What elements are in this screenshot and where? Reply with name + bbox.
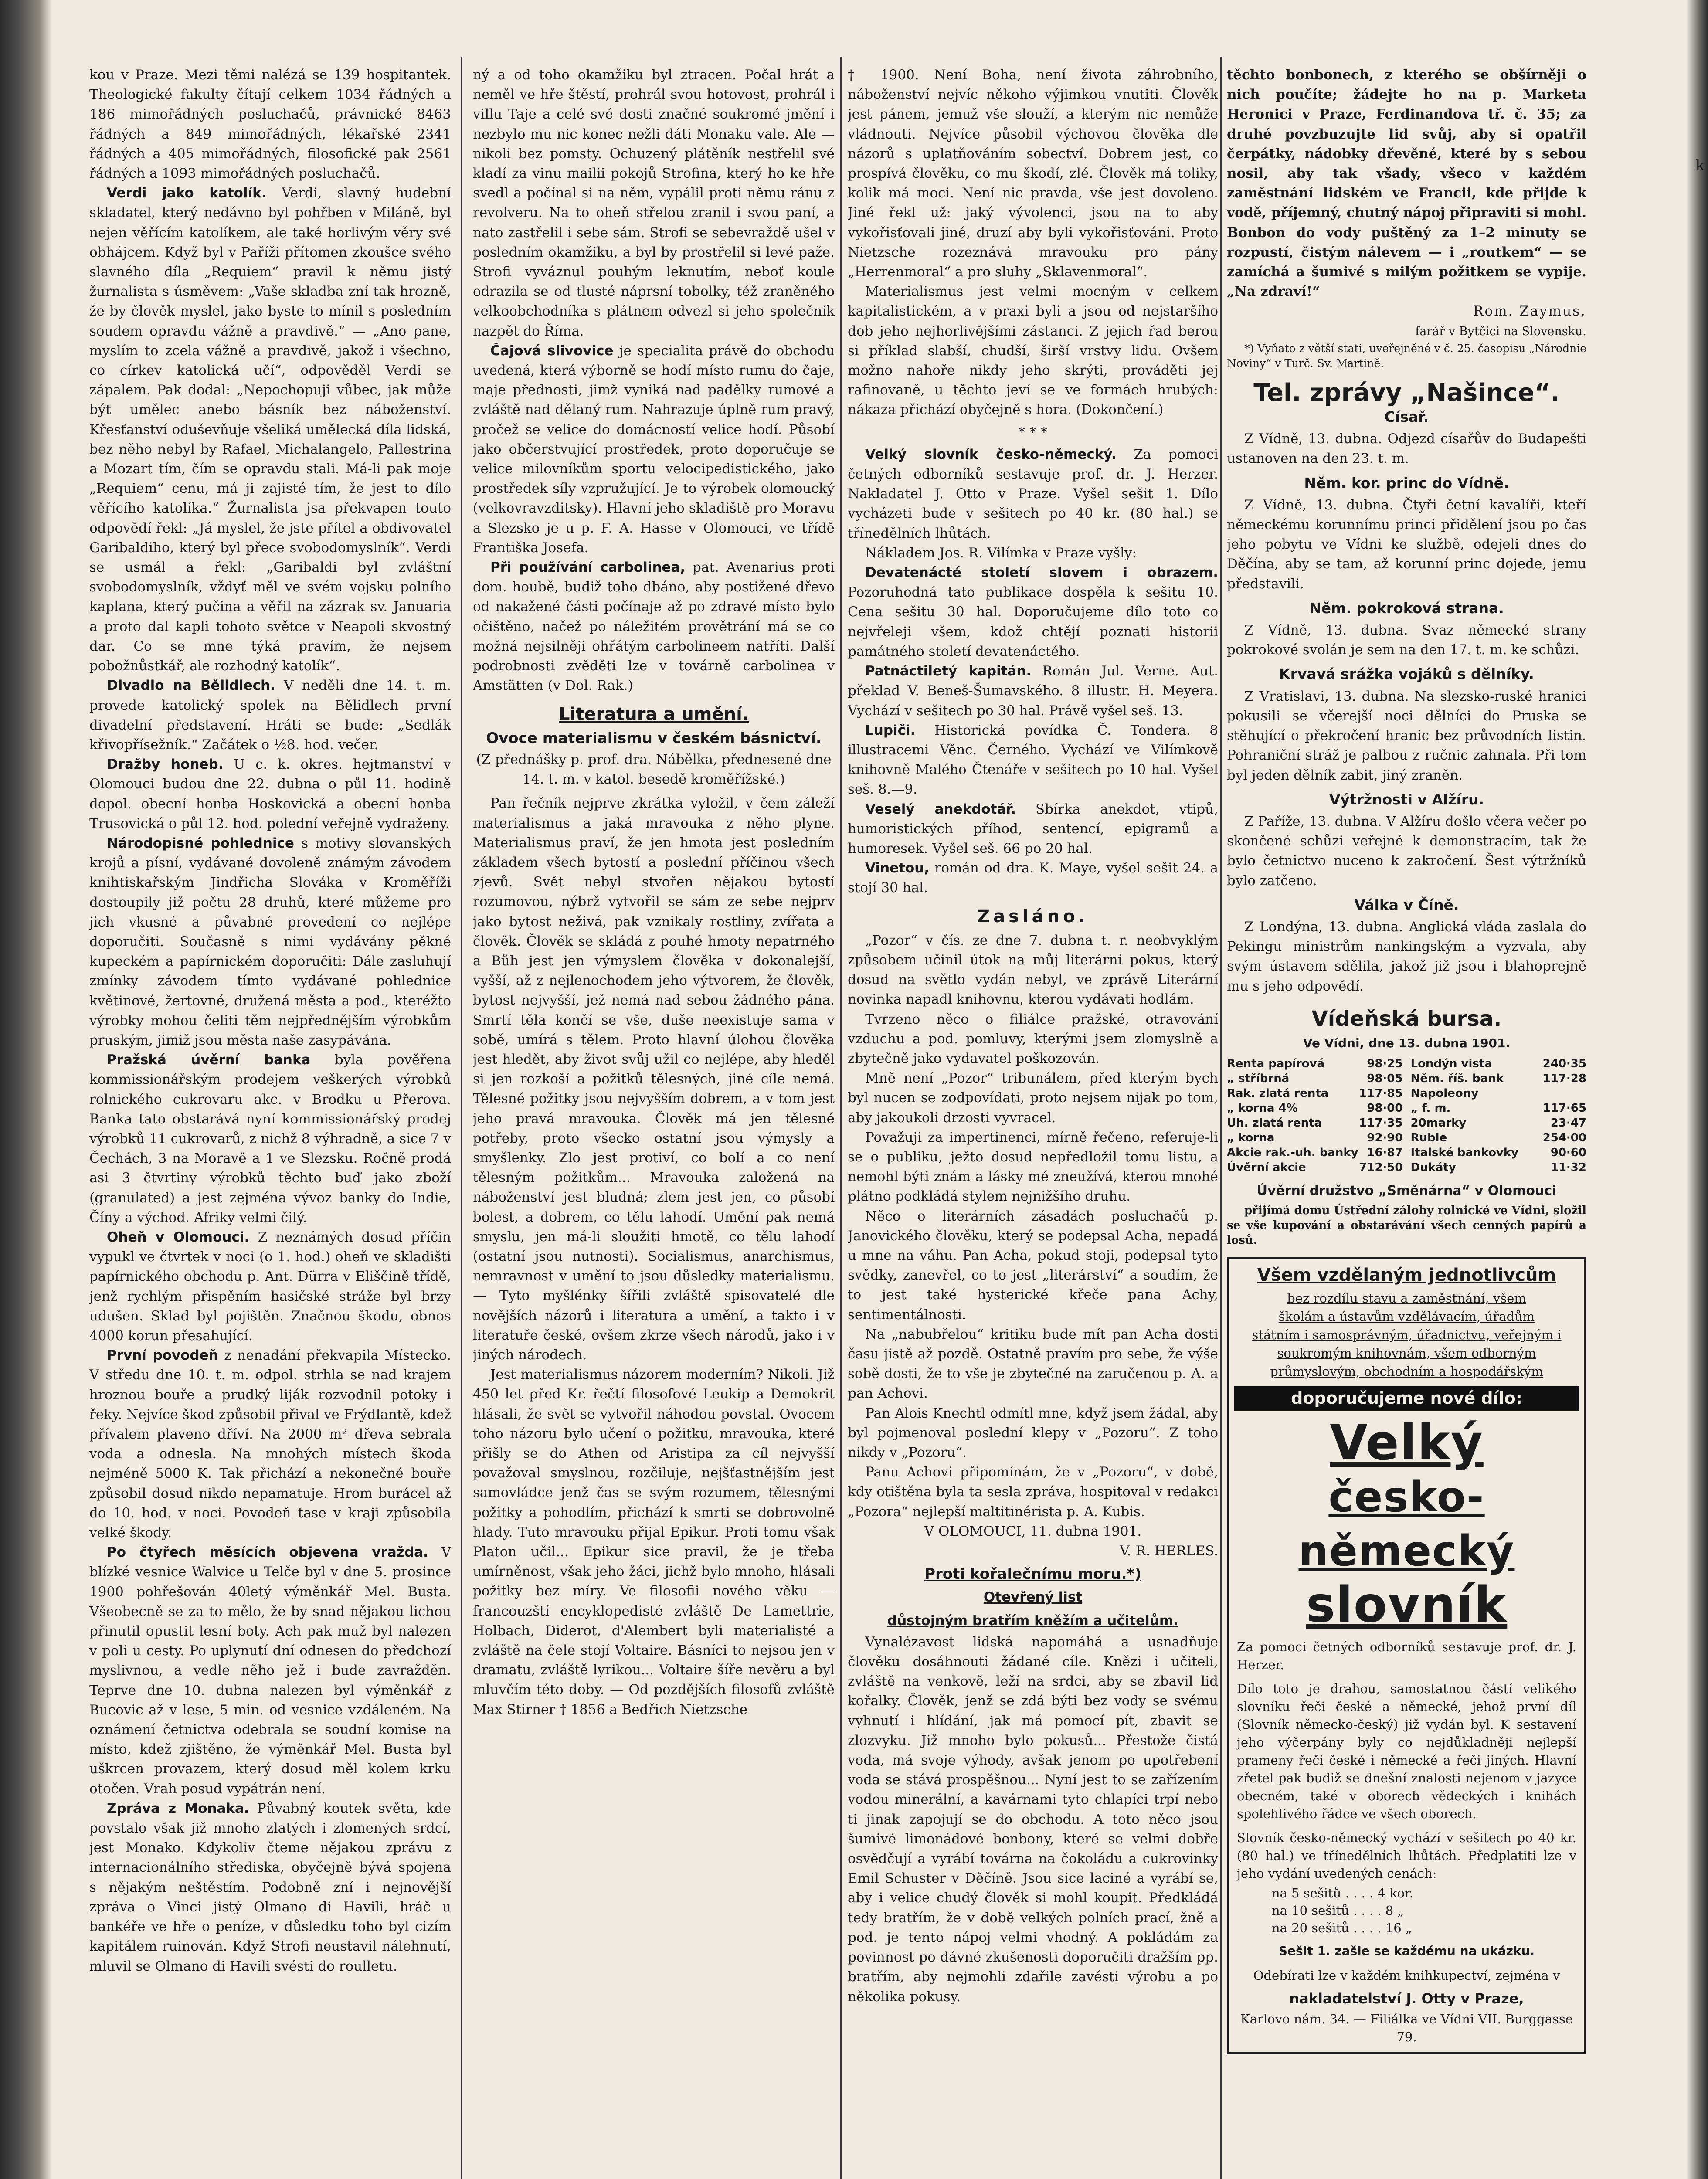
bourse-row: Úvěrní akcie 712·50 bbox=[1227, 1161, 1403, 1174]
bourse-row: Ruble 254·00 bbox=[1410, 1131, 1586, 1145]
article-heading: Proti kořalečnímu moru.*) bbox=[924, 1565, 1141, 1583]
article-text: těchto bonbonech, z kterého se obšírněji o nich poučíte; žádejte ho na p. Marketa Heronici v Praze, Ferdinandova tř. č. 35; za druhé povzbuzujte lid svůj, aby si opatřil čerpátky, nádobky dřevěné, které by s sebou nosil, aby tak všady, všeco v každém zaměstnání lidském ve Francii, kde přijde k vodě, příjemný, chutný nápoj připraviti si mohl. Bonbon do vody puštěný za 1–2 minuty se rozpustí, čistým nálevem — i „routkem“ — se zamíchá a šumivé s milým požitkem se vypije. „Na zdraví!“ bbox=[1227, 67, 1586, 300]
article-heading: Pražská úvěrní banka bbox=[107, 1052, 311, 1068]
footnote: *) Vyňato z větší stati, uveřejněné v č. 25. časopisu „Národnie Noviny“ v Turč. Sv. Martině. bbox=[1227, 342, 1586, 370]
section-heading-zaslano: Zasláno. bbox=[977, 906, 1089, 927]
bourse-row: Akcie rak.-uh. banky 16·87 bbox=[1227, 1146, 1403, 1160]
article-text: Tvrzeno něco o filiálce pražské, otravování vzduchu a pod. pomluvy, kterými jsem zlomyslně a zbytečně jako vydavatel poškozován. bbox=[848, 1011, 1218, 1066]
ad-big-title: slovník bbox=[1306, 1576, 1508, 1633]
ad-byline: Za pomoci četných odborníků sestavuje prof. dr. J. Herzer. bbox=[1237, 1639, 1576, 1672]
ad-title: Všem vzdělaným jednotlivcům bbox=[1257, 1265, 1556, 1286]
article-heading: Výtržnosti v Alžíru. bbox=[1329, 791, 1484, 808]
ad-line: školám a ústavům vzdělávacím, úřadům bbox=[1278, 1309, 1535, 1324]
article-text: Vynalézavost lidská napomáhá a usnadňuje člověku dosáhnouti žádané cíle. Knězi i učiteli, zvláště na venkově, leží na srdci, aby se zbavil lid kořalky. Člověk, jenž se zdá býti bez vody se svému vyhnutí i hlídání, jak má pomocí pít, zbavit se zlozvyku. Již mnoho bylo pokusů... Přestože čistá voda, má svoje výhody, avšak jenom po upotřebení voda se stává prospěšnou... Nyní jest to se zařízením vodou minerální, a kavárnami tyto chlapíci trpí nebo ti jinak zapojují se do obchodu. A toto něco jsou šumivé limonádové bonbony, které se velmi dobře osvědčují a vyrábí továrna na čokoládu a cukrovinky Emil Schuster v Děčíně. Jsou sice laciné a vyrábí se, aby i velice chudý člověk si mohl koupit. Předkládá tedy bratřím, že v době velkých polních prací, žně a pod. je tento nápoj velmi vhodný. A pokládám za povinnost po dávné zkušenosti doporučiti dražším pp. bratřím, aby nejmohli zdařile zavésti výrobu a po několika pokusy. bbox=[848, 1634, 1218, 2005]
article-text: Pan Alois Knechtl odmítl mne, když jsem žádal, aby byl pojmenoval poslední klepy v „Pozoru“. Z toho nikdy v „Pozoru“. bbox=[848, 1405, 1218, 1461]
article-text: † 1900. Není Boha, není života záhrobního, náboženství nejvíc někoho výjimkou vnutiti. Člověk jest pánem, jemuž vše slouží, a kterým nic nemůže vládnouti. Nejvíce působil výchovou člověka dle názorů s uplatňováním sobectví. Dobrem jest, co prospívá člověku, co mu škodí, zlé. Člověk má toliky, kolik má moci. Není nic pravda, vše jest dovoleno. Jiné řekl už: jaký vývolenci, jsou na to aby vykořisťovali jiné, druzí aby byli vykořisťováni. Proto Nietzsche rozeznává mravouku pro pány „Herrenmoral“ a pro sluhy „Sklavenmoral“. bbox=[848, 67, 1218, 280]
article-text: Z Vratislavi, 13. dubna. Na slezsko-ruské hranici pokusili se včerejší noci dělníci do Pruska se stěhující o překročení hranic bez průvodních listin. Pohraniční stráž je palbou z ručnic zahnala. Při tom byl jeden dělník zabit, jiný zraněn. bbox=[1227, 688, 1586, 783]
ad-body: Dílo toto je drahou, samostatnou částí velikého slovníku řeči české a německé, jehož první díl (Slovník německo-český) již vydán byl. K sestavení jeho výčerpány byly co nejdůkladněji nejlepší prameny řeči české i německé a řeči jiných. Hlavní zřetel pak budiž se dnešní znalosti nejenom v jazyce obecném, také v oborech vědeckých i knihách spolehlivého řádce ve všech oborech. bbox=[1237, 1681, 1576, 1821]
article-text: Verdi, slavný hudební skladatel, který nedávno byl pohřben v Miláně, byl nejen věřícím katolíkem, ale také horlivým věry své obhájcem. Když byl v Paříži přítomen zkoušce svého slavného díla „Requiem“ pravil k němu jistý žurnalista s úsměvem: „Vaše skladba zní tak hrozně, že by člověk myslel, jako byste to mínil s posledním soudem opravdu vážně a pravdivě.“ — „Ano pane, myslím to zcela vážně a pravdivě, jakož i všechno, co církev katolická učí“, odpověděl Verdi se zápalem. Pak dodal: „Nepochopuji vůbec, jak může být umělec anebo básník bez náboženství. Křesťanství oduševňuje všeliká umělecká díla lidská, bez něho nebyl by Rafael, Michalangelo, Pallestrina a Mozart tím, čím se opravdu stali. Má-li pak moje „Requiem“ cenu, má ji zajisté tím, že jest to dílo věřícího katolíka.“ Žurnalista jsa překvapen touto odpovědí řekl: „Já myslel, že jste přítel a obdivovatel Garibaldiho, který byl přece svobodomyslník“. Verdi se usmál a řekl: „Garibaldi byl zvláštní svobodomyslník, vždyť měl ve svém vojsku polního kaplana, který pučina a věřil na zázrak sv. Januaria a proto dal kapli tohoto světce v Neapoli skvostný dar. Co se mne týká pravím, že nejsem pobožnůstkář, ale rozhodný katolík“. bbox=[89, 185, 451, 674]
article-text: Sbírka anekdot, vtipů, humoristických příhod, sentencí, epigramů a humoresek. Vyšel seš. 66 po 20 hal. bbox=[848, 801, 1218, 856]
column-rule bbox=[840, 57, 842, 2179]
bourse-row: Napoleony bbox=[1410, 1087, 1479, 1100]
signature: V. R. HERLES. bbox=[1120, 1543, 1218, 1559]
column-2 bbox=[473, 65, 835, 2179]
article-text: byla pověřena kommissionářským prodejem veškerých výrobků rolnického cukrovaru akc. v Brodku u Přerova. Banka tato obstarává nyní kommissionářský prodej výrobků 11 cukrovarů, z nichž 8 výhradně, a sice 7 v Čechách, 3 na Moravě a 1 ve Slezsku. Ročně prodá asi 3 čtvrtiny výrobků těchto buď jako zboží (granulated) a jest zejména vývoz banky do Indie, Číny a východ. Afriky velmi čilý. bbox=[89, 1052, 451, 1225]
column-4 bbox=[1227, 65, 1586, 2179]
scan-right-edge bbox=[1686, 0, 1708, 2179]
article-heading: Národopisné pohlednice bbox=[107, 835, 294, 851]
bourse-row: Dukáty 11·32 bbox=[1410, 1161, 1586, 1174]
article-text: V neděli dne 14. t. m. provede katolický spolek na Bělidlech první divadelní představení. Hráti se bude: „Sedlák křivopřísežník.“ Začátek o ½8. hod. večer. bbox=[89, 678, 451, 753]
bourse-row: 20marky 23·47 bbox=[1410, 1117, 1586, 1130]
article-heading: Válka v Číně. bbox=[1354, 896, 1459, 913]
price-row: na 10 sešitů . . . . 8 „ bbox=[1272, 1903, 1404, 1918]
article-text: V blízké vesnice Walvice u Telče byl v dne 5. prosince 1900 pohřešován 40letý výměnkář Mel. Busta. Všeobecně se za to mělo, že by snad nějakou lichou přinutil opustit lesní boty. Ach pak muž byl nalezen v poli u cesty. Po uplynutí dní odnesen do předchozí myslivnou, a vedle něho jež i bude zavražděn. Teprve dne 10. dubna nalezen byl výměnkář z Bucovic až v lese, 5 min. od vesnice vzdáleném. Na oznámení četnictva odebrala se soudní komise na místo, kdež zjištěno, že výměnkář Mel. Busta byl uškrcen provazem, který dosud měl kolem krku otočen. Vrah posud vypátrán není. bbox=[89, 1544, 451, 1797]
section-heading-literature: Literatura a umění. bbox=[559, 704, 749, 724]
article-text: Z neznámých dosud příčin vypukl ve čtvrtek v noci (o 1. hod.) oheň ve skladišti papírnického obchodu p. Ant. Dürra v Eliščině třídě, jenž rychlým přispěním hasičské stráže byl brzy udušen. Sklad byl pojištěn. Značnou škodu, obnos 4000 korun přesahující. bbox=[89, 1229, 451, 1344]
article-heading: Dražby honeb. bbox=[107, 757, 224, 773]
article-text: Z Londýna, 13. dubna. Anglická vláda zaslala do Pekingu ministrům nankingským a vyzvala, aby svým ústavem sdělila, jakož již jsou i blahoprejně mu s jeho odpovědí. bbox=[1227, 919, 1586, 994]
article-text: pat. Avenarius proti dom. houbě, budiž toho dbáno, aby postižené dřevo od nakažené části počínaje až po zdravé místo bylo očištěno, načež po náležitém provětrání má se co možná nejsilněji ohřátým carbolineem natříti. Další podrobnosti zvěděti lze v továrně carbolinea v Amstätten (v Dol. Rak.) bbox=[473, 560, 835, 694]
article-text: Mně není „Pozor“ tribunálem, před kterým bych byl nucen se zodpovídati, proto nejsem nijak po tom, aby jakoukoli drzosti vyvracel. bbox=[848, 1070, 1218, 1126]
article-heading: Při používání carbolinea, bbox=[490, 560, 686, 576]
article-text: U c. k. okres. hejtmanství v Olomouci budou dne 22. dubna o půl 11. hodině dopol. obecní honba Hoskovická a obecní honba Trusovická o půl 12. hod. polední veřejně vydraženy. bbox=[89, 757, 451, 832]
article-text: Nákladem Jos. R. Vilímka v Praze vyšly: bbox=[865, 545, 1137, 561]
article-heading: Císař. bbox=[1384, 408, 1429, 426]
article-text: Román Jul. Verne. Aut. překlad V. Beneš-Šumavského. 8 illustr. H. Meyera. Vychází v sešitech po 30 hal. Právě vyšel seš. 13. bbox=[848, 663, 1218, 719]
column-1 bbox=[89, 65, 451, 2179]
article-text: Z Vídně, 13. dubna. Odjezd císařův do Budapešti ustanoven na den 23. t. m. bbox=[1227, 431, 1586, 467]
article-subheading: (Z přednášky p. prof. dra. Nábělka, přednesené dne 14. t. m. v katol. besedě kroměřížské.) bbox=[476, 751, 832, 787]
ad-line: státním i samosprávným, úřadnictvu, veřejným i soukromým knihovnám, všem odborným průmyslovým, obchodním a hospodářským bbox=[1252, 1327, 1562, 1379]
article-text: Z Vídně, 13. dubna. Svaz německé strany pokrokové svolán je sem na den 17. t. m. ke schůzi. bbox=[1227, 622, 1586, 658]
article-text: Považuji za impertinenci, mírně řečeno, referuje-li se o publiku, ježto dosud nepředložil tomu listu, a nemohl býti znám a lásky mé zneužívá, kterou mnohé plátno podkládá stylem nejnižšího druhu. bbox=[848, 1129, 1218, 1205]
advertisement-box bbox=[1227, 1257, 1586, 2054]
article-heading: První povodeň bbox=[107, 1347, 218, 1364]
price-row: na 5 sešitů . . . . 4 kor. bbox=[1272, 1885, 1413, 1901]
article-heading: Patnáctiletý kapitán. bbox=[865, 663, 1032, 679]
article-heading: Lupiči. bbox=[865, 722, 916, 738]
article-text: ný a od toho okamžiku byl ztracen. Počal hrát a neměl ve hře štěstí, prohrál svou hotovost, prohrál i villu Taje a celé své dosti značné soukromé jmění i nezbylo mu nic konec nežli dáti Monaku vale. Ale — nikoli bez pomsty. Ochuzený plátěník nestřelil své kladí za vinu mailii pokojů Strofina, který ho ke hře svedl a počínal si na něm, vypálil proti němu ránu z revolveru. Na to oheň střelou zranil i svou paní, a nato zastřelil i sebe sám. Strofi se sebevraždě ušel v posledním okamžiku, a byl by prostřelil si levé paže. Strofi vyváznul pouhým leknutím, neboť koule odrazila se od tlusté náprsní tobolky, též zraněného velkoobchodníka s plátnem odvezl si jeho společník nazpět do Říma. bbox=[473, 67, 835, 339]
article-heading: Velký slovník česko-německý. bbox=[865, 446, 1117, 462]
bourse-right bbox=[1411, 1056, 1587, 1175]
ad-free-sample: Sešit 1. zašle se každému na ukázku. bbox=[1278, 1943, 1535, 1958]
article-text: Pan řečník nejprve zkrátka vyložil, v čem záleží materialismus a jaká mravouka z něho plyne. Materialismus praví, že jen hmota jest posledním základem všech bytostí a poslední příčinou všech zjevů. Svět nebyl stvořen nějakou bytostí rozumovou, nýbrž vytvořil se sám ze sebe nejprv jako bytost neživá, pak vznikaly rostliny, zvířata a člověk. Člověk se skládá z pouhé hmoty nepatrného a Bůh jest jen výmyslem člověka v dokonalejší, vyšší, až z nejlenochodem jeho výtvorem, že člověk, bytost nejvyšší, jež nemá nad sebou žádného pána. Smrtí těla končí se vše, duše neexistuje sama v sobě, umírá s tělem. Proto hlavní úlohou člověka jest hledět, aby život svůj užil co nejlépe, aby hleděl si jen rozkoší a požitků tělesných, jiné cíle nemá. Tělesné požitky jsou nejvyšším dobrem, a v tom jest jeho pravá mravouka. Člověk má jen tělesné potřeby, proto všecko ostatní jsou výmysly a smyšlenky. Zlo jest protiví, co bolí a co není tělesným požitkům... Mravouka založená na náboženství jest bludná; zlem jest jen, co působí bolest, a dobrem, co tělu lahodí. Umění pak nemá smyslu, jen má-li sloužiti hmotě, co tělu lahodí (ostatní jsou nutnosti). Socialismus, anarchismus, nemravnost v umění to jsou důsledky materialismu. — Tyto myšlénky šířili zvláště spisovatelé dle novějších názorů i literatura a umění, a takto i v literatuře české, ovšem zkrze všech národů, jako i v jiných národech. bbox=[473, 795, 835, 1363]
article-text: s motivy slovanských krojů a písní, vydávané dovoleně známým závodem knihtiskařským Jindřicha Slováka v Kroměříži dostoupily již počtu 28 druhů, které můžeme pro jich vkusné a půvabné provedení co nejlépe doporučiti. Současně s nimi vydávány pěkné kupeckém a papírnickém doporučiti: Dále zasluhují zmínky závodem tímto vydávané pohlednice květinové, žertovné, družená města a pod., kteréžto výrobky mohou čeliti těm nejpřednějším výrobkům pruským, jimiž jsou města naše zasypávána. bbox=[89, 835, 451, 1048]
article-heading: Ovoce materialismu v českém básnictví. bbox=[486, 729, 822, 747]
article-text: z nenadání překvapila Místecko. V středu dne 10. t. m. odpol. strhla se nad krajem hroznou bouře a prudký liják rozvodnil potoky i řeky. Nejvíce škod způsobil přival ve Frýdlantě, kdež přívalem plaveno dříví. Na 2000 m² dřeva sebrala voda a odnesla. Na mnohých místech škoda nejméně 5000 K. Tak přichází a nekonečné bouře způsobil dosud nikdo nepamatuje. Hrom burácel až do 10. hod. v noci. Povodeň tase v kraji způsobila velké škody. bbox=[89, 1347, 451, 1541]
ad-body: Slovník česko-německý vychází v sešitech po 40 kr. (80 hal.) ve třínedělních lhůtách. Předplatiti lze v jeho vydání uvedených cenách: bbox=[1237, 1830, 1576, 1881]
article-text: Na „nabubřelou“ kritiku bude mít pan Acha dosti času jistě až pozdě. Ostatně pravím pro sebe, že výše sobě dosti, že to vše je zbytečné na zaručenou p. A. a pan Achovi. bbox=[848, 1326, 1218, 1402]
article-text: Materialismus jest velmi mocným v celkem kapitalistickém, a v praxi byli a jsou od nejstaršího dob jeho nejhorlivějšími zástanci. Z jejich řad berou si příklad slabší, chudší, širší vrstvy lidu. Ovšem možno nahoře nikdy jeho skrýti, prováděti jej rafinovaně, u těchto jeví se ve formách hrubých: nákaza přichází obyčejně s hora. (Dokončení.) bbox=[848, 284, 1218, 418]
article-heading: Verdi jako katolík. bbox=[107, 185, 267, 201]
bourse-row: „ f. m. 117·65 bbox=[1410, 1102, 1586, 1115]
ad-price-list bbox=[1272, 1884, 1576, 1937]
scan-left-edge bbox=[0, 0, 52, 2179]
ad-banner: doporučujeme nové dílo: bbox=[1234, 1386, 1579, 1411]
article-text: Z Paříže, 13. dubna. V Alžíru došlo včera večer po skončené schůzi veřejné k demonstracím, tak že bylo četnictvo nuceno k zakročení. Šest výtržníků bylo zatčeno. bbox=[1227, 813, 1586, 889]
section-heading-bourse: Vídeňská bursa. bbox=[1311, 1006, 1502, 1031]
bourse-left bbox=[1227, 1056, 1403, 1175]
article-text: Něco o literárních zásadách posluchačů p. Janovického člověku, který se podepsal Acha, nepadá u mne na váhu. Pan Acha, pokud stoji, podepsal tyto svědky, zanevřel, co to jest „literárství“ a soudím, že to jest také hysterické křeče pana Achy, sentimentálnosti. bbox=[848, 1208, 1218, 1323]
article-heading: Devatenácté století slovem i obrazem. bbox=[865, 565, 1218, 581]
article-heading: Po čtyřech měsících objevena vražda. bbox=[107, 1544, 428, 1561]
ad-address: Karlovo nám. 34. — Filiálka ve Vídni VII. Burggasse 79. bbox=[1240, 2012, 1573, 2045]
signature: Rom. Zaymus, bbox=[1473, 303, 1586, 319]
separator: * * * bbox=[1018, 424, 1048, 440]
ad-publisher: nakladatelství J. Otty v Praze, bbox=[1289, 1990, 1524, 2007]
ad-line: bez rozdílu stavu a zaměstnání, všem bbox=[1287, 1290, 1526, 1306]
article-text: „Pozor“ v čís. ze dne 7. dubna t. r. neobvyklým způsobem učinil útok na můj literární pokus, který dosud na světlo vydán nebyl, ve zprávě Literární novinka napadl knihovnu, kterou vydávati hodlám. bbox=[848, 932, 1218, 1008]
article-heading: Divadlo na Bělidlech. bbox=[107, 678, 275, 694]
article-heading: Krvavá srážka vojáků s dělníky. bbox=[1279, 665, 1534, 683]
bourse-row: „ stříbrná 98·05 bbox=[1227, 1072, 1403, 1086]
column-3 bbox=[848, 65, 1218, 2179]
bourse-row: Londýn vista 240·35 bbox=[1410, 1057, 1586, 1071]
article-text: Historická povídka Č. Tondera. 8 illustracemi Věnc. Černého. Vychází ve Vilímkově knihovně Malého Čtenáře v sešitech po 10 hal. Vyšel seš. 8.—9. bbox=[848, 722, 1218, 798]
article-text: román od dra. K. Maye, vyšel sešit 24. a stojí 30 hal. bbox=[848, 860, 1218, 896]
article-heading: Vinetou, bbox=[865, 860, 930, 876]
article-heading: Veselý anekdotář. bbox=[865, 801, 1016, 817]
article-text: Panu Achovi připomínám, že v „Pozoru“, v době, kdy otištěna byla ta sesla zpráva, hospitoval v redakci „Pozora“ nejlepší maltitinérista p. A. Kubis. bbox=[848, 1464, 1218, 1520]
article-text: přijímá domu Ústřední zálohy rolnické ve Vídni, složil se vše kupování a obstarávání všech cenných papírů a losů. bbox=[1227, 1204, 1586, 1247]
article-text: Pozoruhodná tato publikace dospěla k sešitu 10. Cena sešitu 30 hal. Doporučujeme dílo toto co nejvřeleji všem, kdož chtějí poznati historii památného století devatenáctého. bbox=[848, 584, 1218, 659]
bourse-table bbox=[1227, 1056, 1586, 1175]
article-subheading: Otevřený list bbox=[983, 1589, 1083, 1605]
bourse-row: Italské bankovky 90·60 bbox=[1410, 1146, 1586, 1160]
dateline: V OLOMOUCI, 11. dubna 1901. bbox=[924, 1523, 1142, 1539]
article-heading: Oheň v Olomouci. bbox=[107, 1229, 250, 1245]
bourse-row: Renta papírová 98·25 bbox=[1227, 1057, 1403, 1071]
ad-order: Odebírati lze v každém knihkupectví, zejména v bbox=[1253, 1968, 1560, 1983]
article-heading: Něm. kor. princ do Vídně. bbox=[1304, 474, 1509, 492]
signature-title: farář v Bytčici na Slovensku. bbox=[1415, 324, 1586, 338]
ad-big-title: česko-německý bbox=[1298, 1472, 1515, 1575]
column-rule bbox=[1220, 57, 1222, 2179]
bourse-row: Něm. říš. bank 117·28 bbox=[1410, 1072, 1586, 1086]
article-text: Půvabný koutek světa, kde povstalo však již mnoho zlatých i zlomených srdcí, jest Monako. Kdykoliv čteme nějakou zprávu z internacionálního střediska, obyčejně bývá spojena s nějakým neštěstím. Podobně zní i nejnovější zpráva o Vinci jistý Olmano di Havili, hráč u bankéře ve hře o peníze, v důsledku toho byl cizím kapitálem ruinován. Když Strofi neustavil nálehnutí, mluvil se Olmano di Havili svésti do roulletu. bbox=[89, 1800, 451, 1974]
article-subheading: důstojným bratřím kněžím a učitelům. bbox=[887, 1612, 1178, 1629]
article-heading: Něm. pokroková strana. bbox=[1309, 599, 1504, 617]
article-text: kou v Praze. Mezi těmi nalézá se 139 hospitantek. Theologické fakulty čítají celkem 1034 řádných a 186 mimořádných posluchačů, právnické 8463 řádných a 849 mimořádných, lékařské 2341 řádných a 405 mimořádných, filosofické pak 2561 řádných a 1093 mimořádných posluchačů. bbox=[89, 67, 451, 182]
bourse-row: Rak. zlatá renta 117·85 bbox=[1227, 1087, 1403, 1100]
article-text: je specialita právě do obchodu uvedená, která výborně se hodí místo rumu do čaje, maje přednosti, jimž vyniká nad padělky rumové a zvláště nad dělaný rum. Nahrazuje úplně rum pravý, pročež se velice do domácností velice hodí. Působí jako občerstvující prostředek, proto doporučuje se velice milovníkům sportu velocipedistického, jako prostředek síly vzpružující. Je to výrobek olomoucký (velkovravzditsky). Hlavní jeho skladiště pro Moravu a Slezsko je u p. F. A. Hasse v Olomouci, ve třídě Františka Josefa. bbox=[473, 343, 835, 556]
bourse-date: Ve Vídni, dne 13. dubna 1901. bbox=[1303, 1035, 1511, 1050]
bourse-row: „ korna 92·90 bbox=[1227, 1131, 1403, 1145]
article-text: Z Vídně, 13. dubna. Čtyři četní kavalíři, kteří německému korunnímu princi přidělení jsou po čas jeho pobytu ve Vídni ke službě, odejeli dnes do Děčína, aby se tam, až korunní princ dojede, jemu představili. bbox=[1227, 497, 1586, 592]
bourse-row: „ korna 4% 98·00 bbox=[1227, 1102, 1403, 1115]
section-heading-telegrams: Tel. zprávy „Našince“. bbox=[1253, 378, 1560, 407]
article-heading: Zpráva z Monaka. bbox=[107, 1800, 249, 1816]
price-row: na 20 sešitů . . . . 16 „ bbox=[1272, 1920, 1412, 1935]
ad-big-title: Velký bbox=[1330, 1414, 1484, 1471]
edge-letter: k bbox=[1695, 157, 1705, 174]
bourse-row: Uh. zlatá renta 117·35 bbox=[1227, 1117, 1403, 1130]
article-heading: Úvěrní družstvo „Směnárna“ v Olomouci bbox=[1256, 1183, 1557, 1199]
article-text: Jest materialismus názorem moderním? Nikoli. Již 450 let před Kr. řečtí filosofové Leukip a Demokrit hlásali, že svět se vytvořil náhodou povstal. Ovocem toho názoru bylo učení o požitku, mravouka, které přišly se do Athen od Aristipa za cíl nejvyšší považoval smyslnou, rozčiluje, nejšťastnějším jest samovládce jenž čas se svým rozumem, tělesnými požitky a pohodlím, přichází k smrti se dobrovolně hlady. Tuto mravouku přijal Epikur. Proti tomu však Platon učil... Epikur sice pravil, že je třeba umírněnost, však jeho žáci, jichž bylo mnoho, hlásali požitky bez míry. Ve filosofii nového věku — francouzští encyklopedisté zvláště De Lamettrie, Holbach, Diderot, d'Alembert byli materialisté a zvláště na čele stojí Voltaire. Básníci to nejsou jen v dramatu, zvláště lyrikou... Voltaire šíře nevěru a byl mluvčím této doby. — Od pozdějších filosofů zvláště Max Stirner † 1856 a Bedřich Nietzsche bbox=[473, 1367, 835, 1717]
column-rule bbox=[461, 57, 462, 2179]
article-heading: Čajová slivovice bbox=[490, 343, 614, 359]
article-text: Za pomoci četných odborníků sestavuje prof. dr. J. Herzer. Nakladatel J. Otto v Praze. Vyšel sešit 1. Dílo vycházeti bude v sešitech po 40 kr. (80 hal.) se třínedělních lhůtách. bbox=[848, 446, 1218, 541]
